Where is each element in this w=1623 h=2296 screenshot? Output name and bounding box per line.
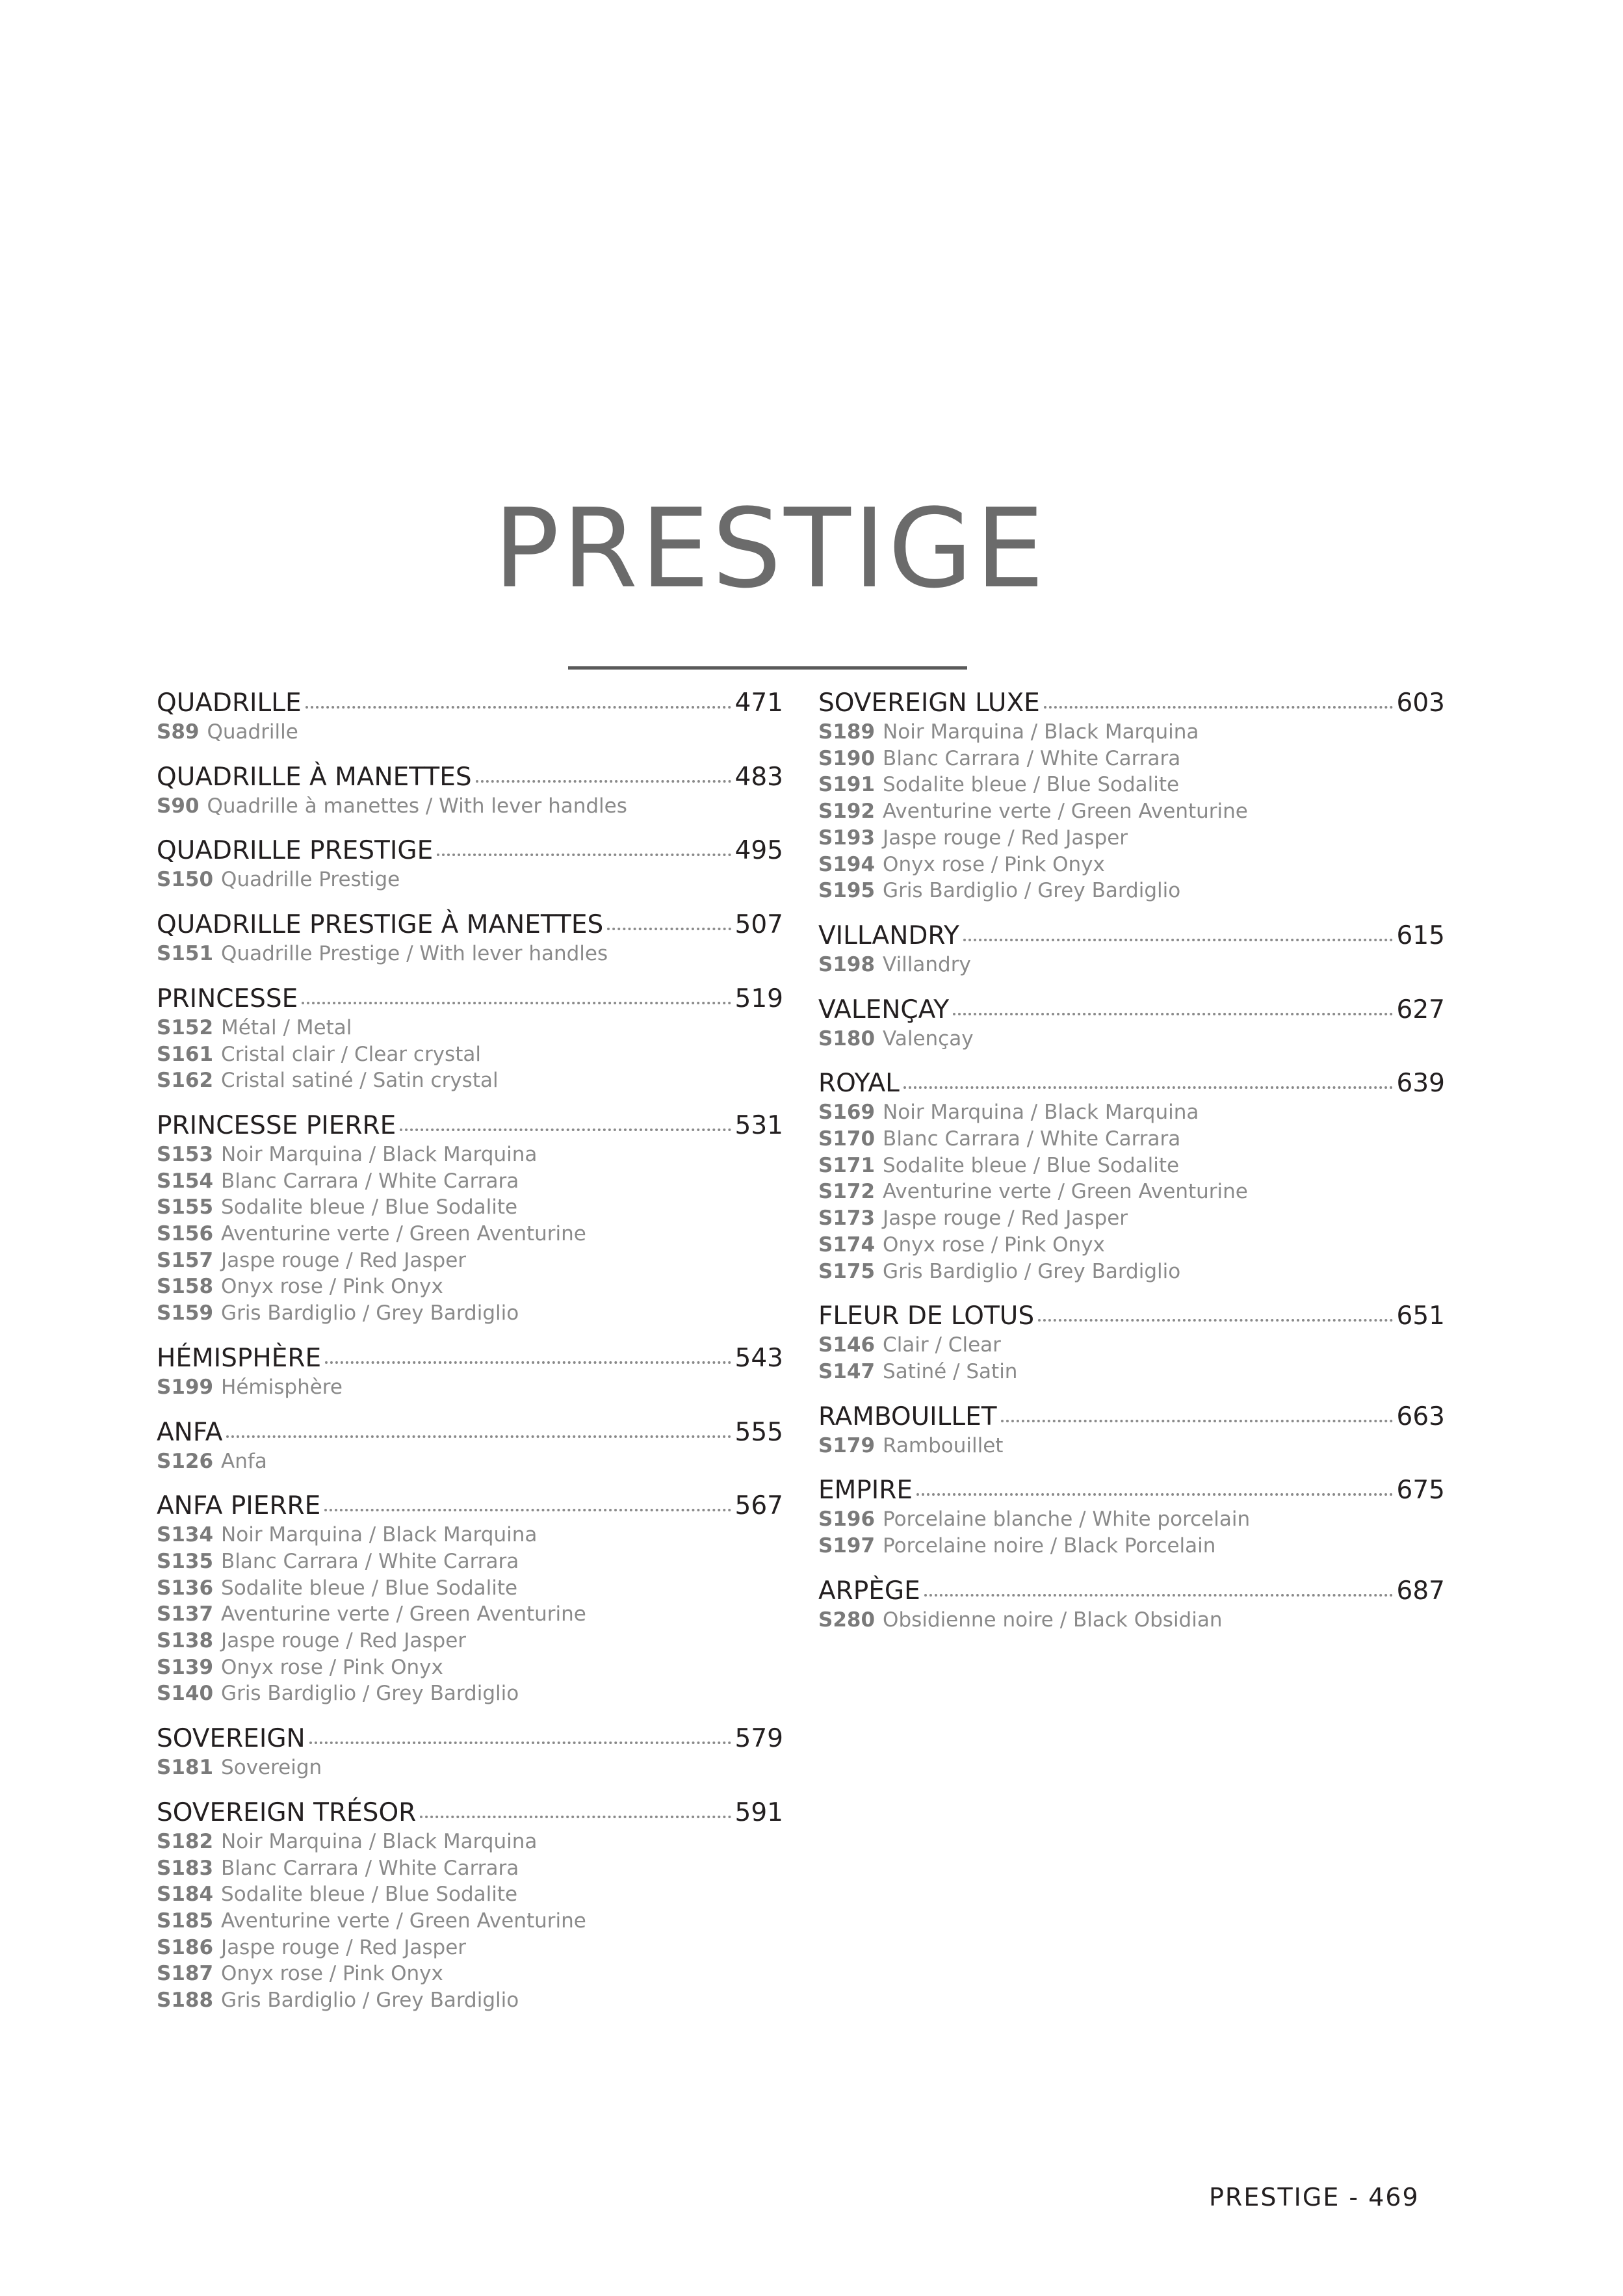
- product-code: S280: [818, 1608, 876, 1632]
- product-item: [818, 1433, 1445, 1459]
- product-label: Cristal clair / Clear crystal: [221, 1042, 481, 1066]
- toc-section: [818, 1475, 1445, 1559]
- product-label: Sovereign: [221, 1756, 322, 1780]
- product-label: Onyx rose / Pink Onyx: [883, 852, 1105, 876]
- dot-leader: [476, 780, 731, 783]
- toc-section: [157, 1343, 783, 1401]
- product-code: S157: [157, 1248, 214, 1272]
- toc-entry-link[interactable]: [818, 920, 1445, 952]
- page-number: 471: [734, 688, 783, 718]
- section-title: VILLANDRY: [818, 920, 959, 950]
- product-code: S173: [818, 1207, 876, 1231]
- toc-entry-link[interactable]: [818, 1576, 1445, 1607]
- dot-leader: [903, 1086, 1393, 1089]
- product-item: [818, 952, 1445, 978]
- toc-section: [157, 1417, 783, 1475]
- toc-entry-link[interactable]: [157, 1723, 783, 1755]
- product-label: Sodalite bleue / Blue Sodalite: [221, 1883, 518, 1907]
- toc-section: [818, 1301, 1445, 1385]
- product-item: [157, 1548, 783, 1575]
- product-label: Noir Marquina / Black Marquina: [883, 1101, 1199, 1125]
- section-title: EMPIRE: [818, 1476, 913, 1506]
- product-label: Gris Bardiglio / Grey Bardiglio: [221, 1989, 519, 2013]
- dot-leader: [1001, 1420, 1393, 1422]
- page-number: 687: [1396, 1576, 1445, 1606]
- product-label: Noir Marquina / Black Marquina: [883, 720, 1199, 744]
- page-title: PRESTIGE: [493, 485, 1047, 612]
- toc-column-left: [157, 688, 783, 2030]
- product-code: S197: [818, 1534, 876, 1558]
- product-item: [157, 1015, 783, 1041]
- page-number: 663: [1396, 1402, 1445, 1431]
- toc-entry-link[interactable]: [157, 1343, 783, 1374]
- product-item: [818, 1359, 1445, 1385]
- section-title: SOVEREIGN LUXE: [818, 688, 1040, 718]
- product-code: S136: [157, 1576, 214, 1600]
- toc-entry-link[interactable]: [157, 762, 783, 793]
- product-code: S169: [818, 1101, 876, 1125]
- dot-leader: [305, 706, 731, 709]
- product-code: S189: [818, 720, 876, 744]
- section-title: QUADRILLE PRESTIGE À MANETTES: [157, 910, 604, 940]
- product-code: S181: [157, 1756, 214, 1780]
- dot-leader: [420, 1816, 731, 1818]
- page-number: 507: [734, 910, 783, 940]
- toc-entry-link[interactable]: [157, 835, 783, 867]
- product-item: [157, 719, 783, 746]
- page-number: 519: [734, 984, 783, 1013]
- dot-leader: [325, 1361, 731, 1364]
- product-label: Sodalite bleue / Blue Sodalite: [221, 1576, 518, 1600]
- dot-leader: [916, 1493, 1392, 1496]
- product-code: S153: [157, 1142, 214, 1166]
- section-title: SOVEREIGN TRÉSOR: [157, 1797, 417, 1827]
- page-number: 579: [734, 1724, 783, 1754]
- product-item: [818, 1099, 1445, 1126]
- product-code: S147: [818, 1359, 876, 1383]
- product-label: Jaspe rouge / Red Jasper: [883, 1207, 1128, 1231]
- toc-section: [818, 1068, 1445, 1285]
- product-label: Rambouillet: [883, 1433, 1004, 1457]
- page-number: 531: [734, 1110, 783, 1140]
- product-code: S179: [818, 1433, 876, 1457]
- product-label: Noir Marquina / Black Marquina: [221, 1523, 538, 1547]
- product-label: Gris Bardiglio / Grey Bardiglio: [883, 1259, 1181, 1283]
- section-title: HÉMISPHÈRE: [157, 1343, 322, 1373]
- product-item: [157, 793, 783, 820]
- product-code: S162: [157, 1069, 214, 1093]
- product-item: [157, 1041, 783, 1068]
- dot-leader: [607, 928, 731, 930]
- product-label: Métal / Metal: [221, 1015, 352, 1039]
- product-code: S156: [157, 1222, 214, 1246]
- product-code: S192: [818, 800, 876, 824]
- product-label: Cristal satiné / Satin crystal: [221, 1069, 499, 1093]
- product-code: S140: [157, 1682, 214, 1706]
- product-item: [157, 1855, 783, 1882]
- dot-leader: [302, 1002, 731, 1004]
- section-title: ANFA: [157, 1417, 223, 1447]
- section-title: QUADRILLE: [157, 688, 302, 718]
- page-number: 591: [734, 1797, 783, 1827]
- toc-section: [157, 1723, 783, 1781]
- product-code: S185: [157, 1909, 214, 1933]
- product-code: S138: [157, 1629, 214, 1653]
- product-code: S161: [157, 1042, 214, 1066]
- product-item: [157, 1273, 783, 1300]
- product-code: S193: [818, 826, 876, 850]
- product-label: Porcelaine blanche / White porcelain: [883, 1507, 1251, 1532]
- product-label: Blanc Carrara / White Carrara: [221, 1549, 519, 1573]
- product-code: S154: [157, 1169, 214, 1193]
- product-code: S191: [818, 773, 876, 797]
- product-code: S146: [818, 1333, 876, 1357]
- product-label: Obsidienne noire / Black Obsidian: [883, 1608, 1223, 1632]
- product-item: [157, 1221, 783, 1247]
- product-code: S137: [157, 1602, 214, 1626]
- section-title: PRINCESSE PIERRE: [157, 1110, 396, 1140]
- product-code: S170: [818, 1127, 876, 1151]
- product-code: S175: [818, 1259, 876, 1283]
- product-item: [157, 1247, 783, 1274]
- product-item: [818, 1126, 1445, 1153]
- dot-leader: [226, 1435, 731, 1438]
- toc-section: [157, 1797, 783, 2014]
- dot-leader: [324, 1509, 731, 1511]
- product-label: Jaspe rouge / Red Jasper: [221, 1248, 467, 1272]
- section-title: FLEUR DE LOTUS: [818, 1301, 1035, 1331]
- product-item: [157, 1680, 783, 1707]
- product-label: Blanc Carrara / White Carrara: [883, 1127, 1181, 1151]
- toc-entry-link[interactable]: [157, 1491, 783, 1522]
- dot-leader: [1038, 1319, 1392, 1322]
- product-label: Onyx rose / Pink Onyx: [221, 1275, 443, 1299]
- product-item: [157, 1374, 783, 1401]
- product-label: Onyx rose / Pink Onyx: [883, 1233, 1105, 1257]
- dot-leader: [924, 1594, 1393, 1597]
- page-number: 627: [1396, 995, 1445, 1024]
- product-code: S90: [157, 794, 200, 818]
- dot-leader: [1044, 706, 1393, 709]
- toc-entry-link[interactable]: [818, 1475, 1445, 1506]
- product-item: [157, 1067, 783, 1094]
- product-label: Aventurine verte / Green Aventurine: [221, 1222, 586, 1246]
- product-code: S182: [157, 1829, 214, 1853]
- product-item: [818, 1232, 1445, 1259]
- product-item: [818, 719, 1445, 746]
- page-number: 543: [734, 1343, 783, 1373]
- product-label: Blanc Carrara / White Carrara: [883, 746, 1181, 770]
- product-item: [818, 878, 1445, 904]
- product-label: Sodalite bleue / Blue Sodalite: [221, 1195, 518, 1220]
- product-item: [818, 1259, 1445, 1285]
- product-item: [818, 1179, 1445, 1205]
- product-label: Anfa: [221, 1449, 267, 1473]
- toc-section: [157, 1491, 783, 1707]
- product-code: S199: [157, 1375, 214, 1399]
- product-label: Aventurine verte / Green Aventurine: [221, 1602, 586, 1626]
- product-label: Gris Bardiglio / Grey Bardiglio: [221, 1301, 519, 1325]
- page-number: 675: [1396, 1476, 1445, 1506]
- product-item: [818, 1153, 1445, 1179]
- toc-section: [818, 995, 1445, 1052]
- title-divider: [568, 666, 967, 670]
- product-item: [157, 941, 783, 967]
- dot-leader: [953, 1013, 1392, 1015]
- toc-entry-link[interactable]: [157, 984, 783, 1015]
- section-title: RAMBOUILLET: [818, 1402, 997, 1431]
- page-number: 651: [1396, 1301, 1445, 1331]
- product-item: [157, 1961, 783, 1987]
- product-item: [818, 825, 1445, 852]
- product-item: [157, 1987, 783, 2014]
- product-label: Hémisphère: [221, 1375, 343, 1399]
- product-label: Noir Marquina / Black Marquina: [221, 1142, 538, 1166]
- product-item: [157, 1908, 783, 1935]
- toc-entry-link[interactable]: [818, 1402, 1445, 1433]
- product-item: [157, 1829, 783, 1855]
- product-code: S158: [157, 1275, 214, 1299]
- page-number: 567: [734, 1491, 783, 1521]
- product-code: S159: [157, 1301, 214, 1325]
- product-code: S155: [157, 1195, 214, 1220]
- product-code: S134: [157, 1523, 214, 1547]
- section-title: SOVEREIGN: [157, 1724, 305, 1754]
- product-item: [157, 1628, 783, 1654]
- product-item: [157, 1168, 783, 1195]
- product-label: Quadrille: [207, 720, 298, 744]
- product-label: Jaspe rouge / Red Jasper: [221, 1629, 467, 1653]
- toc-section: [157, 909, 783, 967]
- product-code: S183: [157, 1856, 214, 1880]
- product-code: S89: [157, 720, 200, 744]
- product-item: [818, 1332, 1445, 1359]
- page-number: 483: [734, 762, 783, 792]
- dot-leader: [437, 854, 731, 856]
- product-label: Valençay: [883, 1026, 974, 1050]
- product-code: S198: [818, 952, 876, 976]
- product-code: S195: [818, 879, 876, 903]
- product-code: S152: [157, 1015, 214, 1039]
- product-label: Quadrille à manettes / With lever handles: [207, 794, 627, 818]
- toc-entry-link[interactable]: [157, 1110, 783, 1141]
- product-item: [157, 1654, 783, 1681]
- product-label: Quadrille Prestige / With lever handles: [221, 942, 608, 966]
- toc-section: [157, 762, 783, 820]
- product-label: Jaspe rouge / Red Jasper: [883, 826, 1128, 850]
- product-code: S150: [157, 868, 214, 892]
- product-code: S174: [818, 1233, 876, 1257]
- product-code: S135: [157, 1549, 214, 1573]
- page-footer: PRESTIGE - 469: [1209, 2183, 1420, 2211]
- page-number: 495: [734, 836, 783, 866]
- product-item: [157, 867, 783, 893]
- product-item: [818, 798, 1445, 825]
- toc-section: [157, 1110, 783, 1327]
- toc-section: [818, 920, 1445, 978]
- toc-entry-link[interactable]: [818, 995, 1445, 1026]
- product-code: S186: [157, 1935, 214, 1959]
- product-item: [157, 1575, 783, 1602]
- product-code: S139: [157, 1655, 214, 1679]
- toc-entry-link[interactable]: [818, 1068, 1445, 1099]
- product-label: Onyx rose / Pink Onyx: [221, 1962, 443, 1986]
- product-item: [157, 1141, 783, 1168]
- section-title: QUADRILLE À MANETTES: [157, 762, 472, 792]
- product-item: [818, 1026, 1445, 1052]
- product-label: Gris Bardiglio / Grey Bardiglio: [221, 1682, 519, 1706]
- product-item: [157, 1935, 783, 1961]
- toc-section: [818, 688, 1445, 904]
- product-label: Blanc Carrara / White Carrara: [221, 1856, 519, 1880]
- product-code: S184: [157, 1883, 214, 1907]
- toc-section: [157, 984, 783, 1094]
- page-number: 603: [1396, 688, 1445, 718]
- toc-column-right: [818, 688, 1445, 1649]
- product-item: [157, 1194, 783, 1221]
- section-title: ARPÈGE: [818, 1576, 920, 1606]
- product-item: [157, 1522, 783, 1548]
- dot-leader: [309, 1742, 731, 1744]
- product-label: Blanc Carrara / White Carrara: [221, 1169, 519, 1193]
- toc-entry-link[interactable]: [157, 688, 783, 719]
- product-code: S171: [818, 1153, 876, 1177]
- page-number: 615: [1396, 920, 1445, 950]
- product-code: S188: [157, 1989, 214, 2013]
- toc-entry-link[interactable]: [157, 909, 783, 941]
- product-code: S126: [157, 1449, 214, 1473]
- product-item: [157, 1448, 783, 1475]
- section-title: PRINCESSE: [157, 984, 298, 1013]
- section-title: VALENÇAY: [818, 995, 950, 1024]
- product-code: S187: [157, 1962, 214, 1986]
- product-code: S172: [818, 1180, 876, 1204]
- product-label: Onyx rose / Pink Onyx: [221, 1655, 443, 1679]
- product-label: Sodalite bleue / Blue Sodalite: [883, 773, 1180, 797]
- product-item: [157, 1300, 783, 1327]
- toc-section: [157, 688, 783, 746]
- product-label: Porcelaine noire / Black Porcelain: [883, 1534, 1216, 1558]
- product-label: Villandry: [883, 952, 971, 976]
- product-label: Quadrille Prestige: [221, 868, 400, 892]
- product-item: [818, 1607, 1445, 1634]
- dot-leader: [400, 1128, 731, 1131]
- product-label: Aventurine verte / Green Aventurine: [883, 1180, 1248, 1204]
- product-item: [818, 746, 1445, 772]
- product-code: S190: [818, 746, 876, 770]
- product-item: [818, 1506, 1445, 1533]
- product-label: Aventurine verte / Green Aventurine: [221, 1909, 586, 1933]
- product-label: Gris Bardiglio / Grey Bardiglio: [883, 879, 1181, 903]
- toc-entry-link[interactable]: [818, 688, 1445, 719]
- toc-section: [818, 1576, 1445, 1634]
- product-label: Sodalite bleue / Blue Sodalite: [883, 1153, 1180, 1177]
- section-title: QUADRILLE PRESTIGE: [157, 836, 434, 866]
- product-label: Satiné / Satin: [883, 1359, 1018, 1383]
- product-label: Aventurine verte / Green Aventurine: [883, 800, 1248, 824]
- toc-entry-link[interactable]: [157, 1417, 783, 1448]
- section-title: ANFA PIERRE: [157, 1491, 321, 1521]
- product-item: [818, 1533, 1445, 1559]
- product-label: Jaspe rouge / Red Jasper: [221, 1935, 467, 1959]
- toc-entry-link[interactable]: [157, 1797, 783, 1829]
- product-item: [157, 1881, 783, 1908]
- page-number: 555: [734, 1417, 783, 1447]
- toc-entry-link[interactable]: [818, 1301, 1445, 1332]
- dot-leader: [963, 939, 1393, 941]
- product-code: S194: [818, 852, 876, 876]
- section-title: ROYAL: [818, 1069, 900, 1099]
- page-number: 639: [1396, 1069, 1445, 1099]
- product-code: S180: [818, 1026, 876, 1050]
- product-code: S151: [157, 942, 214, 966]
- product-label: Noir Marquina / Black Marquina: [221, 1829, 538, 1853]
- product-item: [818, 852, 1445, 878]
- product-label: Clair / Clear: [883, 1333, 1001, 1357]
- product-item: [818, 1205, 1445, 1232]
- toc-section: [157, 835, 783, 893]
- product-item: [157, 1601, 783, 1628]
- product-item: [818, 772, 1445, 798]
- toc-section: [818, 1402, 1445, 1459]
- product-code: S196: [818, 1507, 876, 1532]
- product-item: [157, 1755, 783, 1781]
